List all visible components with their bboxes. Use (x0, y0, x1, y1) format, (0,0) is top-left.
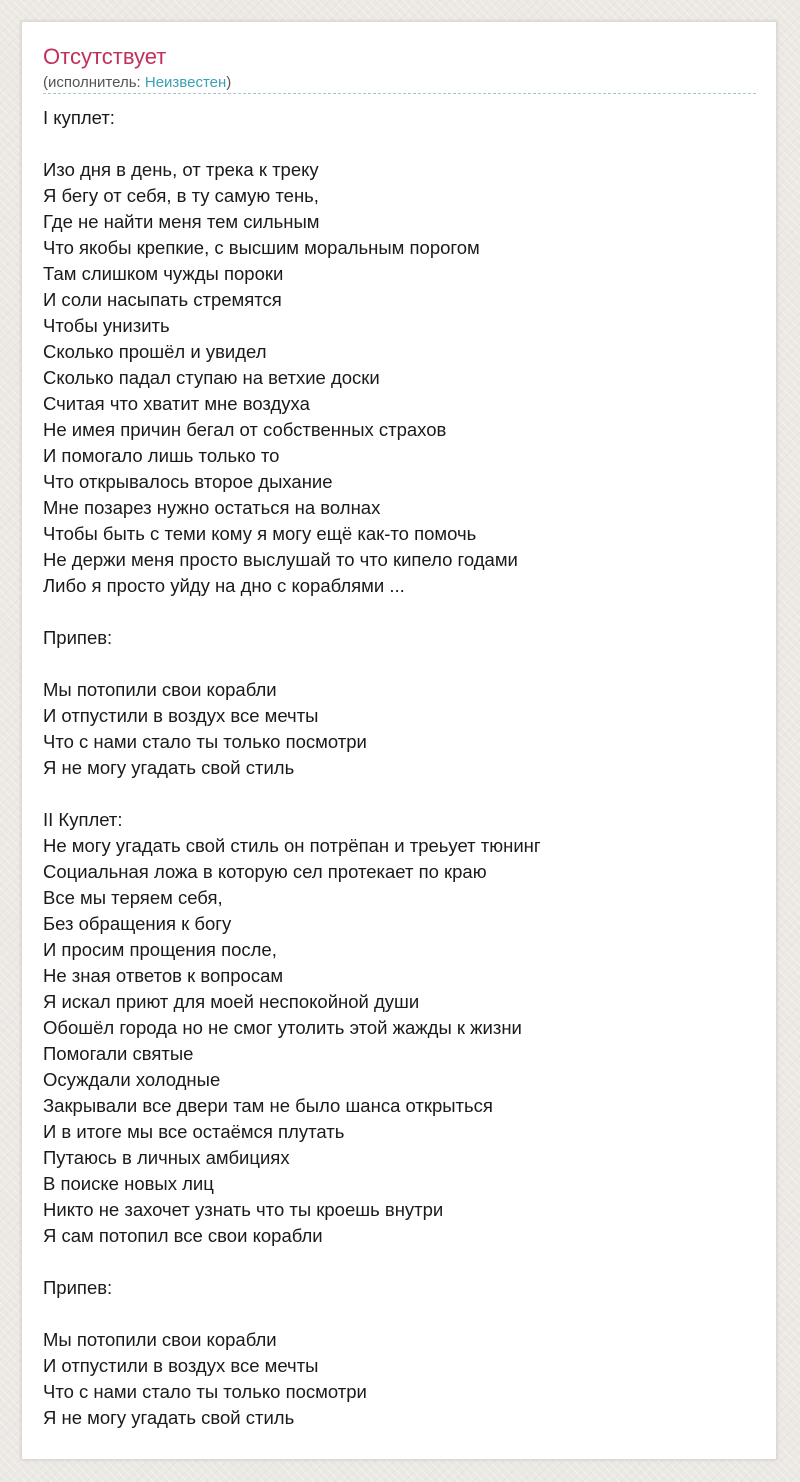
artist-link[interactable]: Неизвестен (144, 74, 227, 91)
lyrics-card (21, 21, 777, 1460)
artist-line (43, 73, 231, 93)
title-divider (43, 93, 756, 94)
artist-suffix: ) (226, 74, 232, 91)
song-title: Отсутствует (43, 44, 167, 69)
artist-prefix: (исполнитель: (43, 74, 145, 91)
lyrics-text: I куплет: Изо дня в день, от трека к треку Я бегу от себя, в ту самую тень, Где не найти меня тем сильным Что якобы крепкие, с высшим моральным порогом Там слишком чужды пороки И соли насыпать стремятся Чтобы унизить Сколько прошёл и увидел Сколько падал ступаю на ветхие доски Считая что хватит мне воздуха Не имея причин бегал от собственных страхов И помогало лишь только то Что открывалось второе дыхание Мне позарез нужно остаться на волнах Чтобы быть с теми кому я могу ещё как-то помочь Не держи меня просто выслушай то что кипело годами Либо я просто уйду на дно с кораблями ... Припев: Мы потопили свои корабли И отпустили в воздух все мечты Что с нами стало ты только посмотри Я не могу угадать свой стиль II Куплет: Не могу угадать свой стиль он потрёпан и треьует тюнинг Социальная ложа в которую сел протекает по краю Все мы теряем себя, Без обращения к богу И просим прощения после, Не зная ответов к вопросам Я искал приют для моей неспокойной души Обошёл города но не смог утолить этой жажды к жизни Помогали святые Осуждали холодные Закрывали все двери там не было шанса открыться И в итоге мы все остаёмся плутать Путаюсь в личных амбициях В поиске новых лиц Никто не захочет узнать что ты кроешь внутри Я сам потопил все свои корабли Припев: Мы потопили свои корабли И отпустили в воздух все мечты Что с нами стало ты только посмотри Я не могу угадать свой стиль (43, 107, 541, 1428)
